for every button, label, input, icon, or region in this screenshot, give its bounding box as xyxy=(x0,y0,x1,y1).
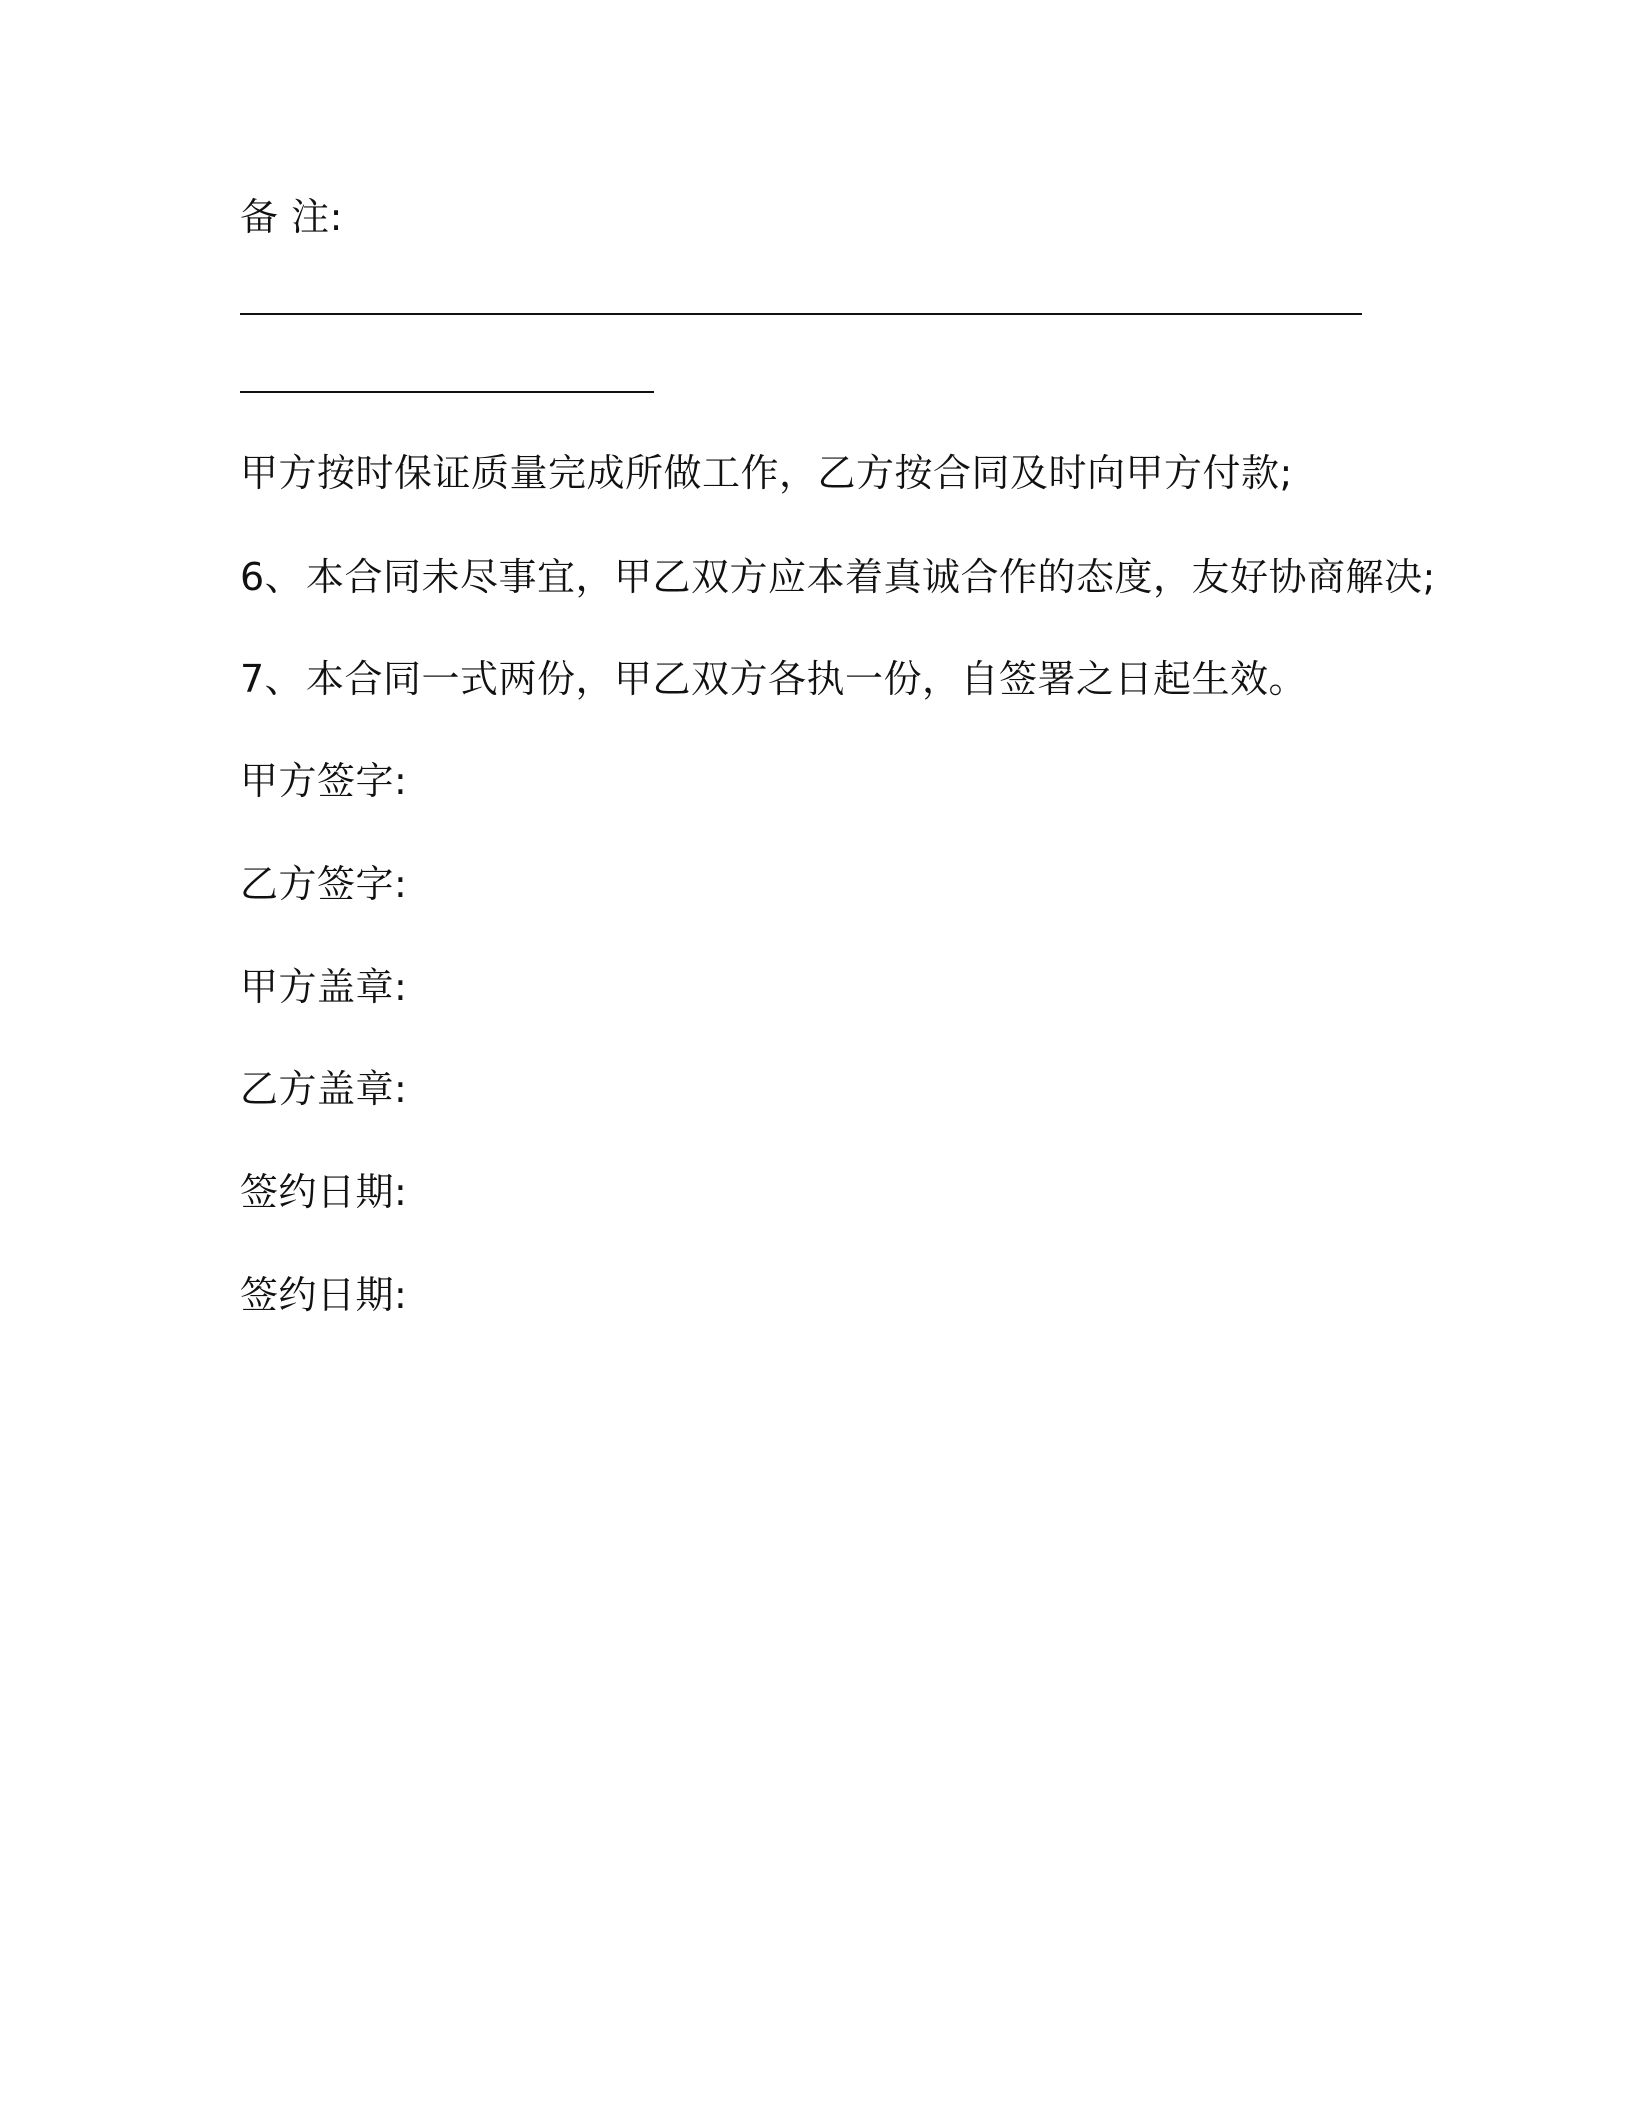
party-a-seal-label: 甲方盖章: xyxy=(240,965,408,1009)
party-b-seal-label: 乙方盖章: xyxy=(240,1067,408,1111)
sign-date-label-1: 签约日期: xyxy=(240,1170,408,1214)
clause-item-6-text: 本合同未尽事宜，甲乙双方应本着真诚合作的态度，友好协商解决; xyxy=(306,555,1436,599)
clause-item-7 xyxy=(240,654,1307,704)
clause-item-6-number: 6、 xyxy=(240,555,304,599)
party-b-signature-label: 乙方签字: xyxy=(240,862,408,906)
remarks-blank-line-1 xyxy=(240,313,1362,315)
sign-date-label-2: 签约日期: xyxy=(240,1273,408,1317)
remarks-label: 备 注: xyxy=(240,195,343,239)
party-a-signature-label: 甲方签字: xyxy=(240,759,408,803)
clause-item-6 xyxy=(240,552,1436,602)
clause-item-7-text: 本合同一式两份，甲乙双方各执一份，自签署之日起生效。 xyxy=(306,657,1308,701)
clause-item-7-number: 7、 xyxy=(240,657,304,701)
remarks-blank-line-2 xyxy=(240,391,654,393)
clause-payment: 甲方按时保证质量完成所做工作，乙方按合同及时向甲方付款; xyxy=(240,451,1293,495)
